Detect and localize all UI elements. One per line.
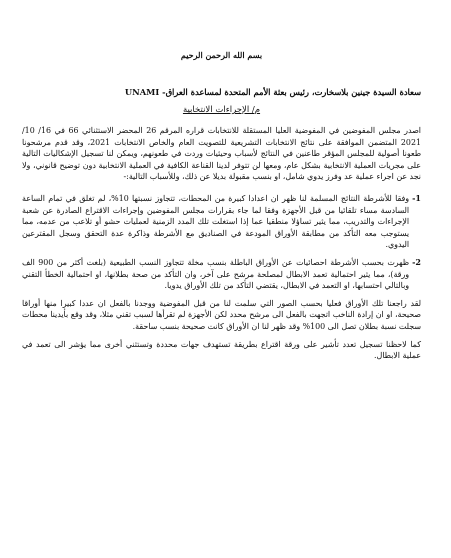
subject-line: م/ الإجراءات الانتخابية [182, 105, 261, 115]
addressee-line: سعادة السيدة جينين بلاسخارت، رئيس بعثة الأمم المتحدة لمساعدة العراق- UNAMI [124, 87, 421, 97]
ballot-review-paragraph: لقد راجعنا تلك الأوراق فعليا بحسب الصور التي سلمت لنا من قبل المفوضية ووجدنا بالفعل ان عددا كبيرا منها أوراقا صحيحة، او ان إرادة الناخب اتجهت بالفعل الى مرشح محدد لكن الأجهزة لم تقرأها لسبب تقني مثلا، وقد وقع بأيدينا محطات سجلت نسبة بطلان تصل الى 100% وقد ظهر لنا ان الأوراق كانت صحيحة بنسب ساحقة. [22, 298, 421, 331]
list-item-1 [22, 193, 421, 251]
list-item-text: ظهرت بحسب الأشرطة احصائيات عن الأوراق الباطلة بنسب مخلة تتجاوز النسب الطبيعية (بلغت أكثر من 900 الف ورقة)، مما يثير احتمالية تعمد الابطال لمصلحة مرشح على آخر، وان التأكد من صحة بطلانها، او احتمالية الخطأ التقني وبالتالي احتسابها، او التعمد في الابطال، يقتضي التأكد من تلك الأوراق يدويا. [22, 257, 410, 291]
list-item-number: 2- [412, 256, 421, 267]
basmala-heading: بسم الله الرحمن الرحيم [180, 50, 263, 60]
intro-paragraph: اصدر مجلس المفوضين في المفوضية العليا المستقلة للانتخابات قراره المرقم 26 المحضر الاستثنائي 66 في 16/ 10/ 2021 المتضمن الموافقة على نتائج الانتخابات التشريعية للتصويت العام والخاص الانتخابات 2021، وقد قدم مرشحونا طعونا أصولية للمجلس المؤقر طاعنين في النتائج لأسباب وحيثيات وردت في طعونهم، ويمكن لنا تسجيل الإشكاليات التالية على مجريات العملية الانتخابية بشكل عام، ومعها لن تتوفر لدينا القناعة الكافية في العملية الانتخابية دون توضيح قانوني، ولا نجد عن اجراء عملية عد وفرز يدوي شامل، او بنسب مقبولة بديلا عن ذلك، وللأسباب التالية:- [22, 126, 421, 182]
multiple-marking-paragraph: كما لاحظنا تسجيل تعدد تأشير على ورقة اقتراع بطريقة تستهدف جهات محددة وتستثني أخرى مما يؤشر الى تعمد في عملية الابطال. [22, 339, 421, 361]
list-item-number: 1- [412, 192, 421, 203]
list-item-text: وفقا للأشرطة النتائج المسلمة لنا ظهر ان اعدادا كبيرة من المحطات، تتجاوز نسبتها 10%، لم تغلق في تمام الساعة السادسة مساء تلقائيا من قبل الأجهزة وفقا لما جاء بقرارات مجلس المفوضين وإجراءات الاقتراع الصادرة عن شعبة الإجراءات والتدريب، مما يثير تساؤلا منطقيا عما إذا استغلت تلك المدد الزمنية لعمليات حشو أو تلاعب من عدمه، مما يستوجب معه التأكد من مطابقة الأوراق المودعة في الصناديق مع الأشرطة وذاكرة عدة التحقق وسجل المقترعين اليدوي. [22, 193, 410, 250]
list-item-2 [22, 257, 421, 292]
